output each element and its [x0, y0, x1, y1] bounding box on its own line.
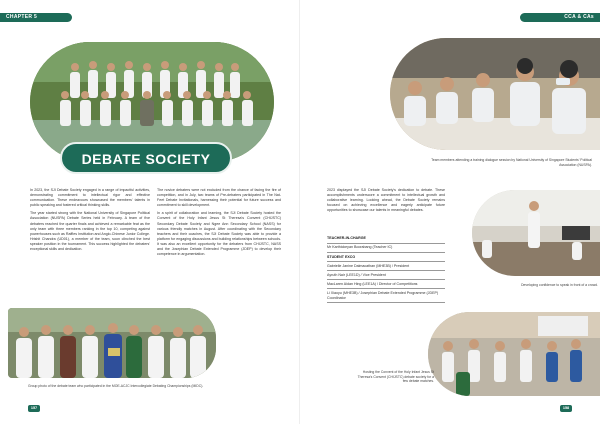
teacher-heading: TEACHER-IN-CHARGE — [327, 236, 366, 240]
speaking-photo — [472, 190, 600, 276]
paragraph: In 2023, the SJI Debate Society engaged in a range of impactful activities, demonstrating commitment to intellectual rigor and effective communication. These endeavours showcased the members' talents in public speaking and fostered critical thinking skills. — [30, 188, 150, 208]
page-number-left: 157 — [28, 405, 40, 412]
page-number-right: 158 — [560, 405, 572, 412]
photo-caption-bottom-left: Group photo of the debate team who participated in the MOE-ACJC Intercollegiate Debating Championships (MIDC). — [28, 384, 204, 388]
roster-item: Ayruth Nair (LEE1D) / Vice President — [327, 272, 386, 277]
paragraph: In a spirit of collaboration and learning, the SJI Debate Society hosted the Convent of the Holy Infant Jesus St Theresa's Convent (CHIJSTC) Secondary Debate Society and Ngee Ann Secondary School (NASS) for various friendly matches in August. After coordinating with the Secondary teachers and their coaches, the SJI Debate Society was able to provide a platform for engaging discussions and building relationships between schools. It was also an excellent opportunity for the debaters from CHIJSTC, NASS and the Josephian Debate Extended Programme (JDEP) to develop their competence in argumentation. — [157, 211, 281, 257]
section-tag-left: CHAPTER 5 — [0, 13, 72, 22]
photo-caption-top-right: Team members attending a training dialogue session by National University of Singapore Students' Political Association (NUSPA). — [431, 158, 592, 167]
roster — [327, 236, 445, 305]
exco-heading: STUDENT EXCO — [327, 254, 356, 259]
photo-caption-mid-right: Developing confidence to speak in front of a crowd. — [521, 283, 598, 287]
section-tag-right: CCA & CAs — [520, 13, 600, 22]
body-column-1 — [30, 188, 150, 255]
hosting-photo — [428, 312, 600, 396]
roster-item: Gabrielle Janine Dalmacathan (MHE3B) / President — [327, 263, 410, 268]
roster-item: Li Xiaoyu (MHE3B) / Josephian Debate Extended Programme (JDEP) Coordinator — [327, 290, 439, 300]
paragraph: The novice debaters were not excluded from the chance of facing the fire of competition, and in July, two teams of Pre-debaters participated in The Nat-Feet Debate Invitationals, harnessing their potential for future success and commitment to skill development. — [157, 188, 281, 208]
debate-team-photo — [8, 308, 216, 378]
body-column-2 — [157, 188, 281, 260]
right-body-text — [327, 188, 445, 216]
paragraph: 2023 displayed the SJI Debate Society's dedication to debate. These accomplishments underscore a commitment to intellectual growth and collaborative learning. Looking ahead, the Debate Society remains focused on achieving excellence and eagerly anticipate future opportunities to showcase our talents in meaningful debates. — [327, 188, 445, 213]
page-spine — [299, 0, 300, 424]
roster-item: MacLaren Aidan Hing (LEE1A) / Director of Competitions — [327, 281, 418, 286]
paragraph: The year started strong with the National University of Singapore Political Association (NUSPA) Debate Series held in February. A team of five debaters reached the quarter finals and achieved a remarkable feat as the only team with three members ranking in the top 10, competing against powerhouses such as Raffles Institution and Anglo-Chinese Junior College. Hrishit Chandra (UD01), a member of the team, soon clinched the best speaker position in the tournament. This success highlighted the debaters' exceptional skills and dedication. — [30, 211, 150, 252]
training-session-photo — [390, 38, 600, 150]
photo-caption-bottom-right: Hosting the Convent of the Holy Infant Jesus St Theresa's Convent (CHIJSTC) debate society for a few debate matches. — [357, 370, 434, 384]
roster-item: Mr Karthickeyan Boorabang (Teacher IC) — [327, 245, 393, 249]
page-title: DEBATE SOCIETY — [60, 142, 232, 174]
